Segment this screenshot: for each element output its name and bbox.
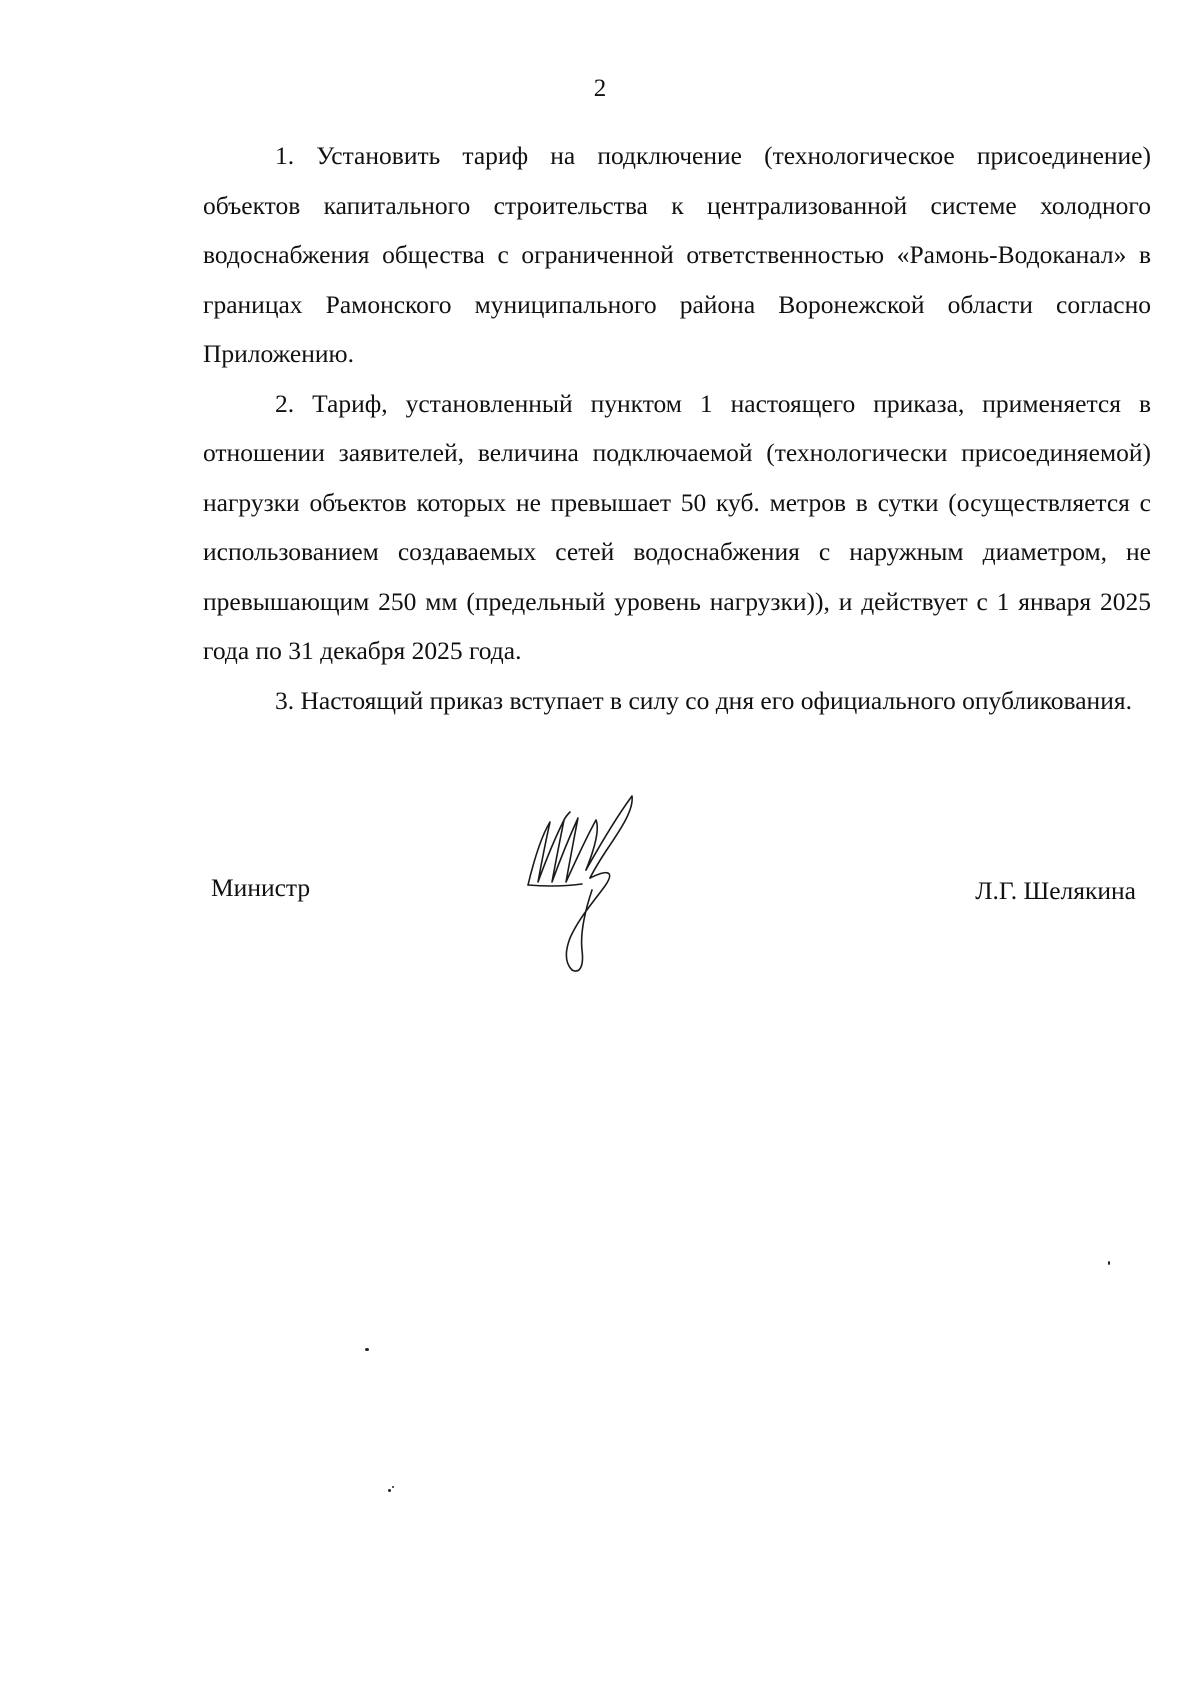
page-number: 2: [593, 75, 607, 102]
document-body: [203, 131, 1151, 725]
scan-speck: [392, 1486, 394, 1488]
paragraph-1: 1. Установить тариф на подключение (технологическое присоединение) объектов капитального строительства к централизованной системе холодного водоснабжения общества с ограниченной ответственностью «Рамонь-Водоканал» в границах Рамонского муниципального района Воронежской области согласно Приложению.: [203, 141, 1151, 368]
scan-speck: [388, 1489, 391, 1492]
scan-speck: [365, 1348, 369, 1351]
signer-role: Министр: [211, 873, 311, 902]
scan-speck: [1108, 1261, 1110, 1265]
paragraph-3: 3. Настоящий приказ вступает в силу со дня его официального опубликования.: [275, 685, 1132, 715]
handwritten-signature: [520, 790, 670, 980]
paragraph-2: 2. Тариф, установленный пунктом 1 настоящего приказа, применяется в отношении заявителей, величина подключаемой (технологически присоединяемой) нагрузки объектов которых не превышает 50 куб. метров в сутки (осуществляется с использованием создаваемых сетей водоснабжения с наружным диаметром, не превышающим 250 мм (предельный уровень нагрузки)), и действует с 1 января 2025 года по 31 декабря 2025 года.: [203, 388, 1151, 665]
signer-name: Л.Г. Шелякина: [975, 876, 1136, 905]
